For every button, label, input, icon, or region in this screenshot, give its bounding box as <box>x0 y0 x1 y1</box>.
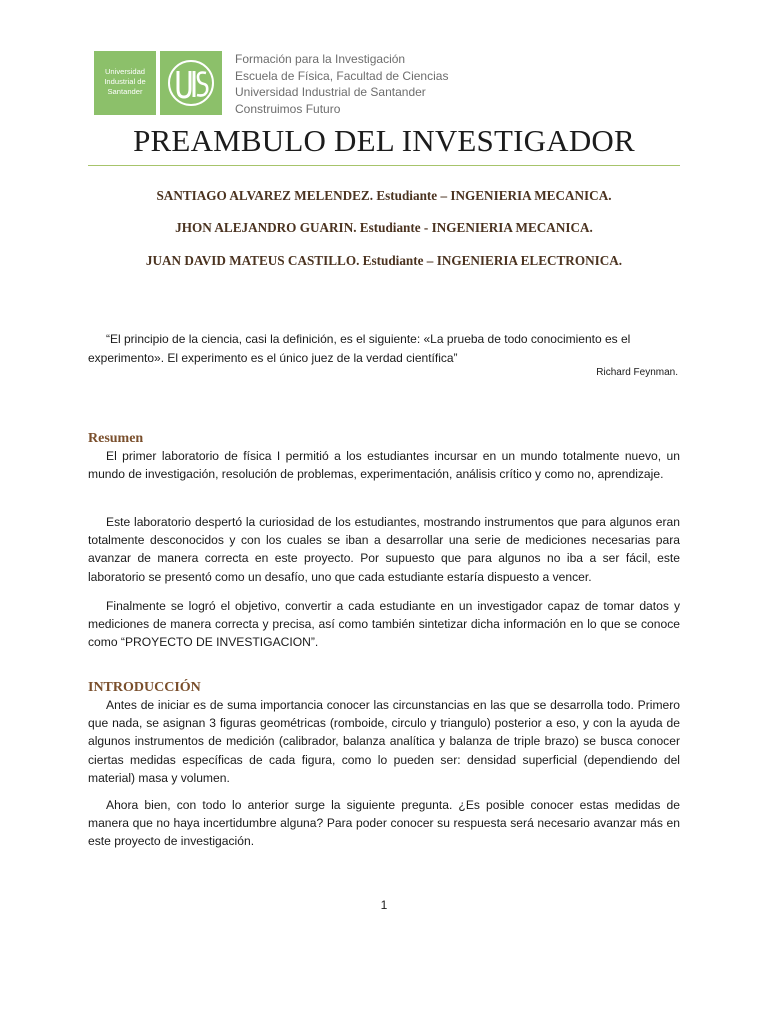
introduccion-paragraph: Ahora bien, con todo lo anterior surge la siguiente pregunta. ¿Es posible conocer estas medidas de manera que no haya incertidumbre alguna? Para poder conocer su respuesta será necesario avanzar más en este proyecto de investigación. <box>88 798 680 849</box>
logo-text-line: Industrial de <box>104 77 146 86</box>
author-line: SANTIAGO ALVAREZ MELENDEZ. Estudiante – INGENIERIA MECANICA. <box>156 188 612 203</box>
institution-line: Construimos Futuro <box>235 101 341 116</box>
page-number: 1 <box>380 898 388 912</box>
logo-text-line: Santander <box>107 87 143 96</box>
uis-logo-icon <box>160 51 222 115</box>
author-line: JHON ALEJANDRO GUARIN. Estudiante - INGENIERIA MECANICA. <box>175 220 593 235</box>
uis-monogram-icon <box>160 51 222 115</box>
resumen-paragraph: Este laboratorio despertó la curiosidad de los estudiantes, mostrando instrumentos que para algunos eran totalmente desconocidos y con los cuales se iban a desarrollar una serie de mediciones necesarias para avanzar de manera correcta en este proyecto. Por supuesto que para algunos no iba a ser fácil, este laboratorio se presentó como un desafío, uno que cada estudiante estaría dispuesto a vencer. <box>88 515 680 584</box>
introduccion-paragraph: Antes de iniciar es de suma importancia conocer las circunstancias en las que se desarrolla todo. Primero que nada, se asignan 3 figuras geométricas (romboide, circulo y triangulo) posterior a eso, y con la ayuda de algunos instrumentos de medición (calibrador, balanza analítica y balanza de triple brazo) se busca conocer ciertas medidas específicas de cada figura, como lo pueden ser: densidad superficial (dependiendo del material) masa y volumen. <box>88 698 680 785</box>
logo-text-line: Universidad <box>104 67 146 76</box>
resumen-paragraph: El primer laboratorio de física I permitió a los estudiantes incursar en un mundo totalmente nuevo, un mundo de investigación, resolución de problemas, experimentación, análisis crítico y como no, aprendizaje. <box>88 449 680 482</box>
institution-line: Escuela de Física, Facultad de Ciencias <box>235 68 449 83</box>
introduccion-heading: INTRODUCCIÓN <box>88 680 201 695</box>
resumen-paragraph: Finalmente se logró el objetivo, convertir a cada estudiante en un investigador capaz de tomar datos y mediciones de manera correcta y precisa, así como también sintetizar dicha información en lo que se conoce como “PROYECTO DE INVESTIGACION”. <box>88 599 680 650</box>
title-divider <box>88 165 680 166</box>
epigraph-quote: “El principio de la ciencia, casi la definición, es el siguiente: «La prueba de todo conocimiento es el experimento». El experimento es el único juez de la verdad científica” <box>88 332 631 365</box>
institution-info <box>235 51 448 117</box>
document-title: PREAMBULO DEL INVESTIGADOR <box>133 123 635 158</box>
author-line: JUAN DAVID MATEUS CASTILLO. Estudiante – INGENIERIA ELECTRONICA. <box>145 253 623 268</box>
epigraph-author: Richard Feynman. <box>596 367 678 378</box>
institution-line: Universidad Industrial de Santander <box>235 85 426 99</box>
resumen-heading: Resumen <box>88 431 144 446</box>
institution-line: Formación para la Investigación <box>235 52 406 66</box>
university-logo-text-block <box>94 51 156 115</box>
